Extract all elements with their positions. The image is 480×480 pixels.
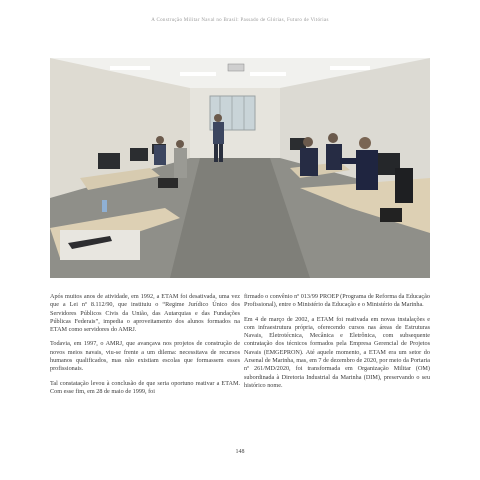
body-left-column (50, 293, 240, 402)
paragraph: firmado o convênio nº 013/99 PROEP (Programa de Reforma da Educação Profissional), entre o Ministério da Educação e o Ministério da Marinha. (244, 293, 430, 309)
page-number: 148 (235, 449, 245, 455)
paragraph: Tal constatação levou à conclusão de que seria oportuno reativar a ETAM. Com esse fim, em 28 de maio de 1999, foi (50, 379, 240, 395)
paragraph: Todavia, em 1997, o AMRJ, que avançava nos projetos de construção de novos meios navais, viu-se frente a um dilema: necessitava de recursos humanos qualificados, mas não existiam escolas que formassem esses profissionais. (50, 340, 240, 373)
body-right-column (244, 293, 430, 396)
paragraph: Após muitos anos de atividade, em 1992, a ETAM foi desativada, uma vez que a Lei nº 8.112/90, que instituiu o “Regime Jurídico Único dos Servidores Públicos Civis da União, das Autarquias e das Fundações Públicas Federais”, impedia o aproveitamento dos alunos formados na ETAM como servidores do AMRJ. (50, 293, 240, 334)
classroom-photo (50, 58, 430, 278)
paragraph: Em 4 de março de 2002, a ETAM foi reativada em novas instalações e com infraestrutura própria, oferecendo cursos nas áreas de Estruturas Navais, Eletrotécnica, Mecânica e Eletrônica, com subsequente contratação dos técnicos formados pela Empresa Gerencial de Projetos Navais (EMGEPRON). Até aquele momento, a ETAM era um setor do Arsenal de Marinha, mas, em 7 de dezembro de 2020, por meio da Portaria nº 261/MD/2020, foi transformada em Organização Militar (OM) subordinada à Diretoria Industrial da Marinha (DIM), preservando o seu histórico nome. (244, 315, 430, 389)
running-header: A Construção Militar Naval no Brasil: Passado de Glórias, Futuro de Vitórias (151, 18, 329, 23)
